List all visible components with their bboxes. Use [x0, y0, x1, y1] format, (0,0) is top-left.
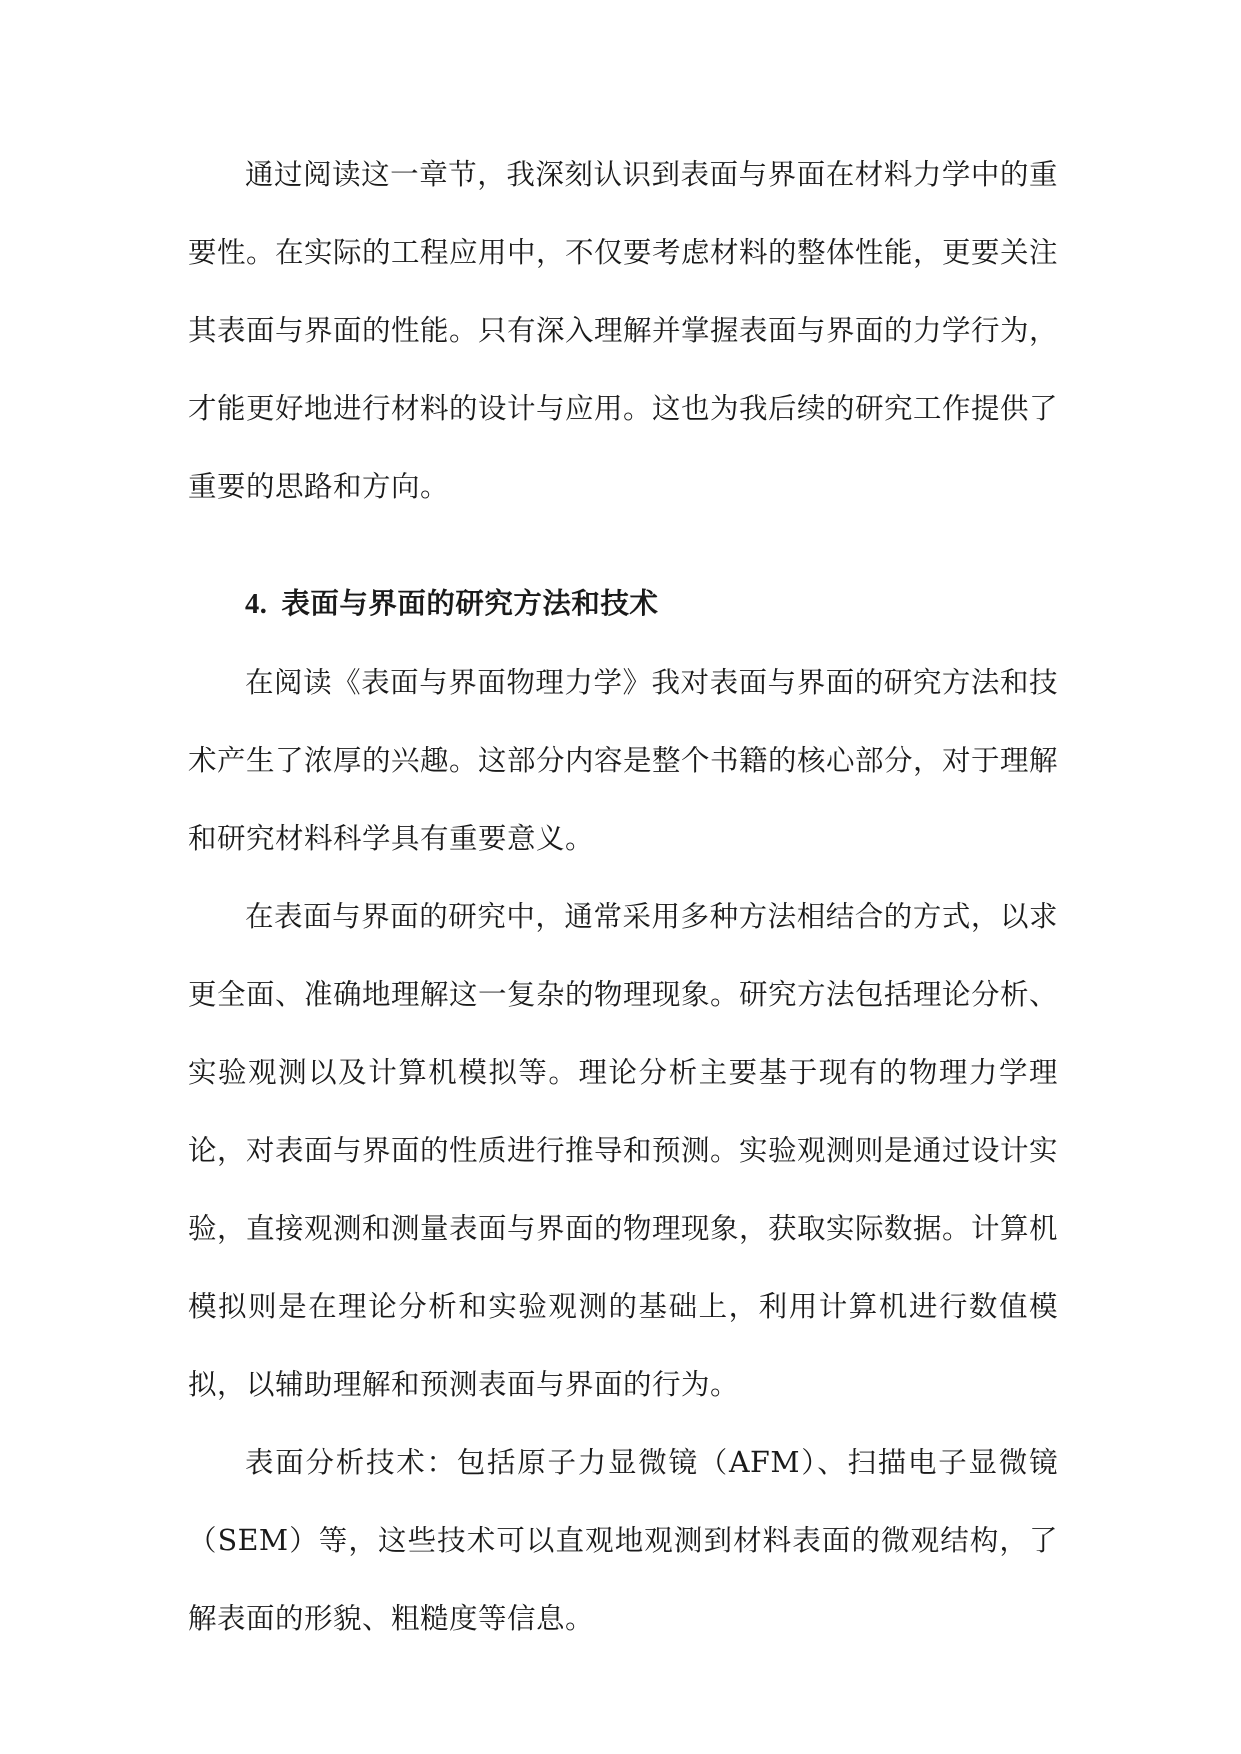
paragraph-conclusion: 通过阅读这一章节，我深刻认识到表面与界面在材料力学中的重要性。在实际的工程应用中，不仅要考虑材料的整体性能，更要关注其表面与界面的性能。只有深入理解并掌握表面与界面的力学行为，才能更好地进行材料的设计与应用。这也为我后续的研究工作提供了重要的思路和方向。: [188, 158, 1059, 503]
section-heading: [188, 564, 1058, 644]
section-title: 表面与界面的研究方法和技术: [281, 586, 659, 620]
paragraph-intro: 在阅读《表面与界面物理力学》我对表面与界面的研究方法和技术产生了浓厚的兴趣。这部分内容是整个书籍的核心部分，对于理解和研究材料科学具有重要意义。: [188, 666, 1059, 855]
section-number: 4.: [245, 589, 268, 620]
paragraph-methods: 在表面与界面的研究中，通常采用多种方法相结合的方式，以求更全面、准确地理解这一复杂的物理现象。研究方法包括理论分析、实验观测以及计算机模拟等。理论分析主要基于现有的物理力学理论，对表面与界面的性质进行推导和预测。实验观测则是通过设计实验，直接观测和测量表面与界面的物理现象，获取实际数据。计算机模拟则是在理论分析和实验观测的基础上，利用计算机进行数值模拟，以辅助理解和预测表面与界面的行为。: [188, 900, 1059, 1401]
paragraph-surface-analysis: 表面分析技术：包括原子力显微镜（AFM）、扫描电子显微镜（SEM）等，这些技术可以直观地观测到材料表面的微观结构，了解表面的形貌、粗糙度等信息。: [188, 1446, 1058, 1635]
body-text: [188, 136, 1058, 1658]
